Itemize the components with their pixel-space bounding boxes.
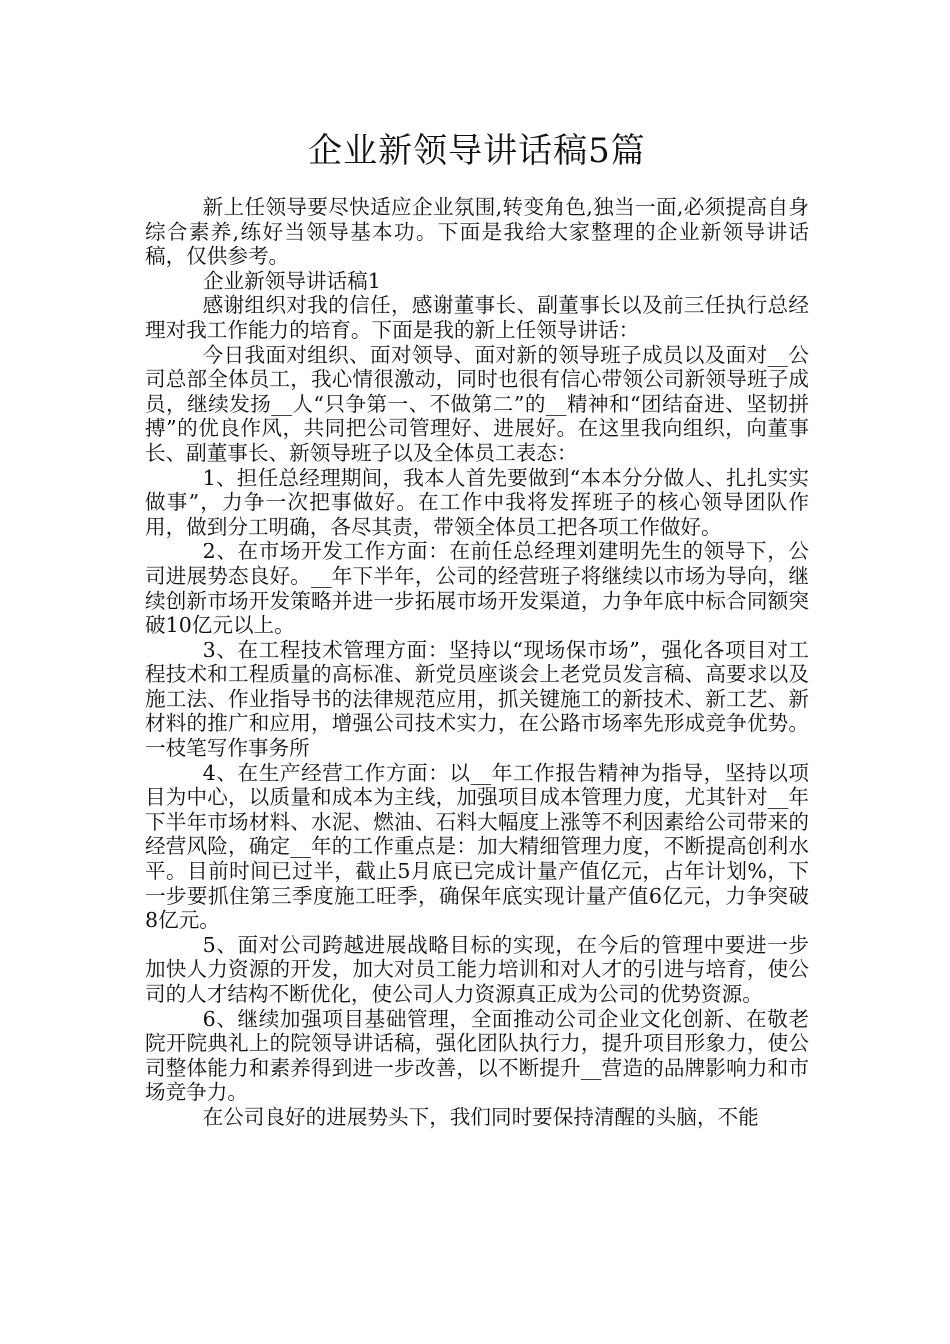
- body-paragraph-2: 今日我面对组织、面对领导、面对新的领导班子成员以及面对__公司总部全体员工，我心情很激动，同时也很有信心带领公司新领导班子成员，继续发扬__人“只争第一、不做第二”的__精神和“团结奋进、坚韧拼搏”的优良作风，共同把公司管理好、进展好。在这里我向组织，向董事长、副董事长、新领导班子以及全体员工表态：: [145, 342, 809, 465]
- body-paragraph-6: 4、在生产经营工作方面：以__年工作报告精神为指导，坚持以项目为中心，以质量和成本为主线，加强项目成本管理力度，尤其针对__年下半年市场材料、水泥、燃油、石料大幅度上涨等不利因素给公司带来的经营风险，确定__年的工作重点是：加大精细管理力度，不断提高创利水平。目前时间已过半，截止5月底已完成计量产值亿元，占年计划%，下一步要抓住第三季度施工旺季，确保年底实现计量产值6亿元，力争突破8亿元。: [145, 760, 809, 933]
- document-page: [145, 125, 809, 1130]
- body-paragraph-4: 2、在市场开发工作方面：在前任总经理刘建明先生的领导下，公司进展势态良好。__年下半年，公司的经营班子将继续以市场为导向，继续创新市场开发策略并进一步拓展市场开发渠道，力争年底中标合同额突破10亿元以上。: [145, 539, 809, 638]
- body-paragraph-9: 在公司良好的进展势头下，我们同时要保持清醒的头脑，不能: [202, 1104, 759, 1129]
- body-paragraph-8: 6、继续加强项目基础管理，全面推动公司企业文化创新、在敬老院开院典礼上的院领导讲话稿，强化团队执行力，提升项目形象力，使公司整体能力和素养得到进一步改善，以不断提升__营造的品牌影响力和市场竞争力。: [145, 1006, 809, 1105]
- body-paragraph-7: 5、面对公司跨越进展战略目标的实现，在今后的管理中要进一步加快人力资源的开发，加大对员工能力培训和对人才的引进与培育，使公司的人才结构不断优化，使公司人力资源真正成为公司的优势资源。: [145, 932, 809, 1006]
- body-paragraph-3: 1、担任总经理期间，我本人首先要做到“本本分分做人、扎扎实实做事”，力争一次把事做好。在工作中我将发挥班子的核心领导团队作用，做到分工明确，各尽其责，带领全体员工把各项工作做好。: [145, 465, 809, 539]
- intro-paragraph: 新上任领导要尽快适应企业氛围,转变角色,独当一面,必须提高自身综合素养,练好当领导基本功。下面是我给大家整理的企业新领导讲话稿，仅供参考。: [145, 195, 809, 269]
- body-paragraph-5: 3、在工程技术管理方面：坚持以“现场保市场”，强化各项目对工程技术和工程质量的高标准、新党员座谈会上老党员发言稿、高要求以及施工法、作业指导书的法律规范应用，抓关键施工的新技术、新工艺、新材料的推广和应用，增强公司技术实力，在公路市场率先形成竞争优势。一枝笔写作事务所: [145, 637, 809, 761]
- body-paragraph-1: 感谢组织对我的信任，感谢董事长、副董事长以及前三任执行总经理对我工作能力的培育。下面是我的新上任领导讲话：: [145, 293, 809, 342]
- document-title: 企业新领导讲话稿5篇: [308, 131, 646, 171]
- section-heading: 企业新领导讲话稿1: [203, 268, 381, 293]
